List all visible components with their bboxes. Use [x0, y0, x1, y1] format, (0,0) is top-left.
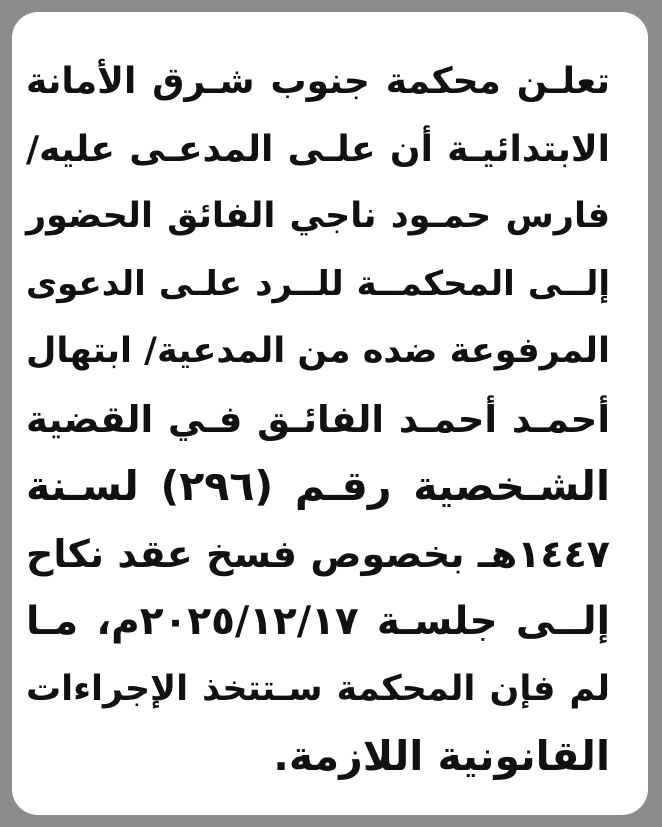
- notice-line: أحمـد أحمـد الفائـق فـي القضية: [26, 397, 610, 441]
- court-notice-text: [26, 48, 610, 791]
- notice-line-last: القانونية اللازمة.: [273, 732, 610, 780]
- notice-line: المرفوعة ضده من المدعية/ ابتهال: [25, 331, 610, 371]
- notice-line: فارس حمـود ناجي الفائق الحضور: [26, 196, 610, 236]
- notice-line: لم فإن المحكمة سـتتخذ الإجراءات: [26, 668, 610, 709]
- notice-line: إلــى المحكمــة للــرد علـى الدعوى: [26, 263, 610, 304]
- notice-line: إلــى جلسـة ٢٠٢٥/١٢/١٧م، مـا: [26, 599, 610, 644]
- notice-line: الشـخصية رقـم (٢٩٦) لسـنة: [26, 462, 610, 510]
- notice-line: الابتدائيـة أن علـى المدعـى عليه/: [26, 128, 610, 170]
- notice-line: ١٤٤٧هـ بخصوص فسخ عقد نكاح: [26, 531, 610, 576]
- notice-line: تعلـن محكمة جنوب شـرق الأمانة: [26, 61, 610, 102]
